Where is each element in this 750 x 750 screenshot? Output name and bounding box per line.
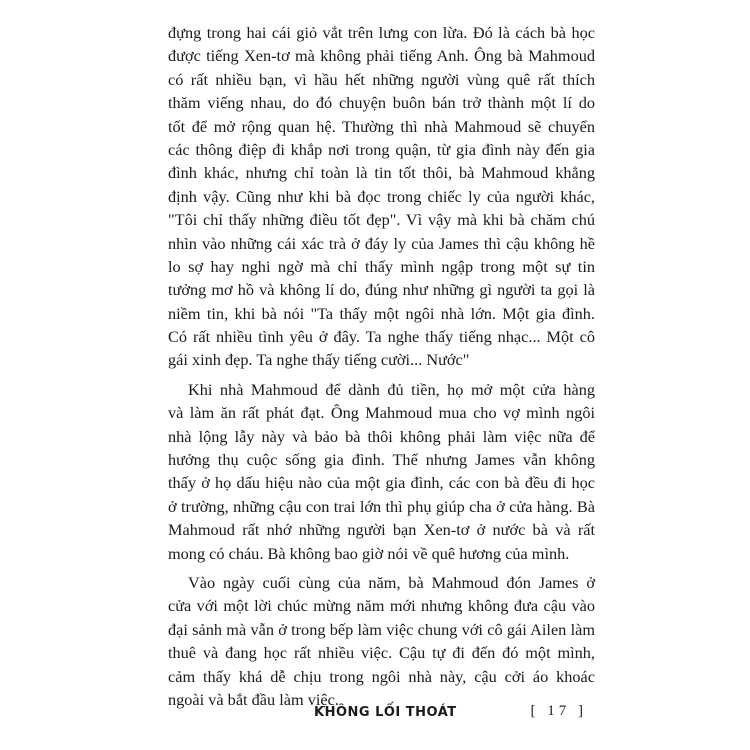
page-footer — [168, 703, 595, 727]
page-number: [ 17 ] — [530, 703, 587, 719]
text-line: và làm ăn rất phát đạt. Ông Mahmoud mua cho vợ mình ngôi — [168, 403, 595, 423]
text-line: nhìn vào những cái xác trà ở đáy ly của James thì cậu không hề — [168, 233, 595, 253]
paragraph-1 — [168, 21, 595, 372]
text-line: các thông điệp đi khắp nơi trong quận, từ gia đình này đến gia — [168, 139, 595, 159]
text-line: "Tôi chỉ thấy những điều tốt đẹp". Vì vậy mà khi bà chăm chú — [168, 210, 595, 230]
text-line: thuê và đang học rất nhiều việc. Cậu tự đi đến đó một mình, — [168, 643, 595, 663]
text-line: nhà lộng lẫy này và bảo bà thôi không phải làm việc nữa để — [168, 426, 595, 446]
text-line: ở trường, những cậu con trai lớn thì phụ giúp cha ở cửa hàng. Bà — [168, 496, 595, 516]
text-line: ngoài và bắt đầu làm việc. — [168, 689, 339, 709]
text-line: được tiếng Xen-tơ mà không phải tiếng Anh. Ông bà Mahmoud — [168, 46, 595, 66]
text-line: đựng trong hai cái giỏ vắt trên lưng con lừa. Đó là cách bà học — [168, 23, 595, 42]
paragraph-3 — [168, 571, 595, 711]
text-line: cửa với một lời chúc mừng năm mới nhưng không đưa cậu vào — [168, 596, 595, 616]
text-line: Có rất nhiều tình yêu ở đây. Ta nghe thấy tiếng nhạc... Một cô — [168, 327, 595, 347]
text-line: Mahmoud rất nhớ những người bạn Xen-tơ ở nước bà và rất — [168, 520, 595, 540]
text-line: định vậy. Cũng như khi bà đọc trong chiếc ly của người khác, — [168, 186, 595, 206]
body-text — [168, 21, 595, 711]
text-line: đại sảnh mà vẫn ở trong bếp làm việc chung với cô gái Ailen làm — [168, 619, 595, 639]
text-line: tưởng mơ hồ và không lí do, đúng như những gì người ta gọi là — [168, 280, 595, 300]
text-line: đình khác, nhưng chỉ toàn là tin tốt thôi, bà Mahmoud khẳng — [168, 163, 595, 183]
text-line: lo sợ hay nghi ngờ mà chỉ thấy mình ngập trong một sự tin — [168, 256, 595, 276]
text-line: cảm thấy khá dễ chịu trong ngôi nhà này, cậu cởi áo khoác — [168, 666, 595, 686]
text-line: có rất nhiều bạn, vì hầu hết những người vùng quê rất thích — [168, 69, 595, 89]
text-line: thấy ở họ dấu hiệu nào của một gia đình, các con bà đều đi học — [168, 473, 595, 493]
text-line: gái xinh đẹp. Ta nghe thấy tiếng cười... Nước" — [168, 350, 470, 370]
text-line: tốt để mở rộng quan hệ. Thường thì nhà Mahmoud sẽ chuyển — [168, 116, 595, 136]
book-title: KHÔNG LỐI THOÁT — [314, 705, 457, 720]
text-line: Vào ngày cuối cùng của năm, bà Mahmoud đón James ở — [188, 572, 595, 592]
text-line: thăm viếng nhau, do đó chuyện buôn bán trở thành một lí do — [168, 93, 595, 113]
text-line: Khi nhà Mahmoud để dành đủ tiền, họ mở một cửa hàng — [188, 379, 595, 399]
paragraph-2 — [168, 378, 595, 565]
text-line: niềm tin, khi bà nói "Ta thấy một ngôi nhà lớn. Một gia đình. — [168, 303, 595, 323]
text-line: mong có cháu. Bà không bao giờ nói về quê hương của mình. — [168, 543, 570, 563]
text-line: hưởng thụ cuộc sống gia đình. Thế nhưng James vẫn không — [168, 450, 595, 470]
